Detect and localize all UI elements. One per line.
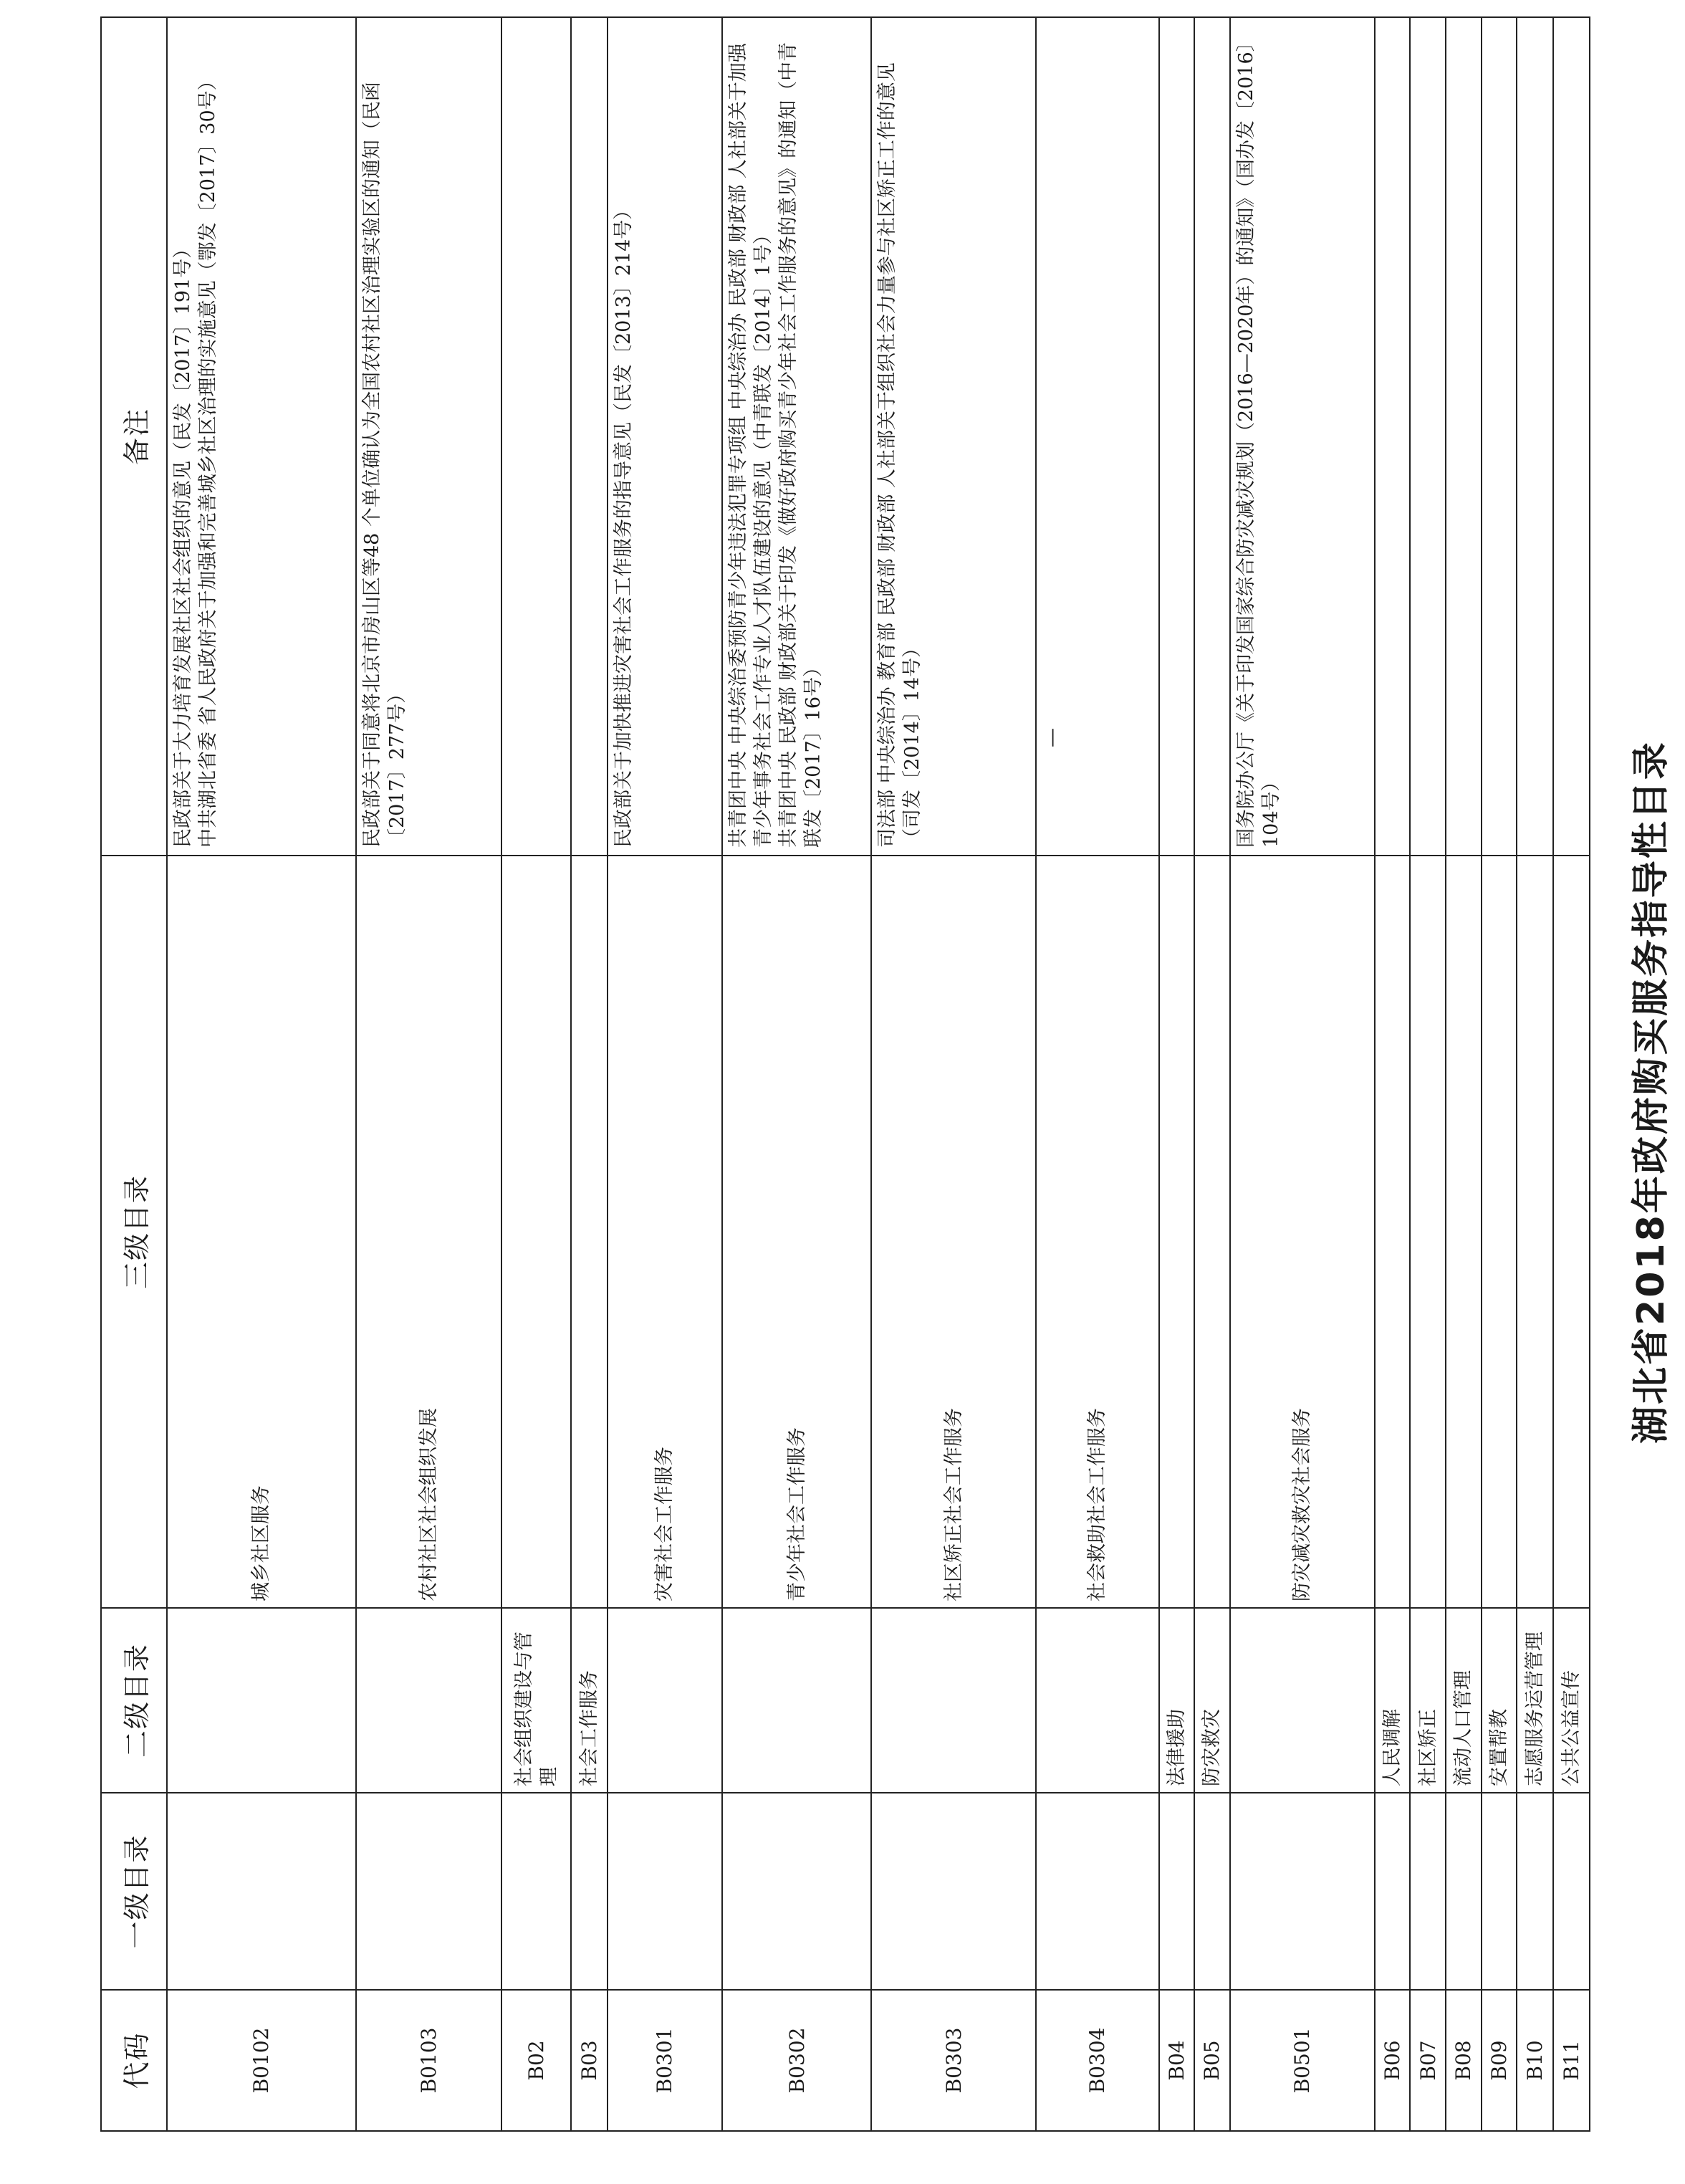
row-level2: [871, 1608, 1036, 1793]
row-code: B06: [1375, 1990, 1411, 2131]
row-level2: 流动人口管理: [1446, 1608, 1482, 1793]
row-note: [1410, 17, 1446, 856]
row-level1: [608, 1793, 723, 1990]
catalog-table: [100, 16, 1590, 2132]
row-code: B0302: [722, 1990, 871, 2131]
row-level3: 城乡社区服务: [167, 856, 356, 1608]
row-code: B0103: [356, 1990, 502, 2131]
table-row: [167, 17, 356, 2131]
row-level3: [1194, 856, 1230, 1608]
row-level3: [1375, 856, 1411, 1608]
row-level2: [167, 1608, 356, 1793]
row-code: B07: [1410, 1990, 1446, 2131]
header-note: 备注: [101, 17, 167, 856]
row-note: [167, 17, 356, 856]
row-level1: [1036, 1793, 1158, 1990]
row-note: [722, 17, 871, 856]
header-level3: 三级目录: [101, 856, 167, 1608]
row-level3: [501, 856, 570, 1608]
row-level3: [571, 856, 608, 1608]
row-level2: [608, 1608, 723, 1793]
row-level2: [1230, 1608, 1375, 1793]
row-level2: 法律援助: [1159, 1608, 1195, 1793]
note-line: 民政部关于加快推进灾害社会工作服务的指导意见（民发〔2013〕214号）: [612, 200, 635, 848]
row-note: [1482, 17, 1517, 856]
row-level2: 公共公益宣传: [1553, 1608, 1590, 1793]
header-code: 代码: [101, 1990, 167, 2131]
table-row: [1159, 17, 1195, 2131]
table-row: [1375, 17, 1411, 2131]
row-level1: [501, 1793, 570, 1990]
row-level3: [1410, 856, 1446, 1608]
row-level3: 社会救助社会工作服务: [1036, 856, 1158, 1608]
row-level1: [1159, 1793, 1195, 1990]
row-level3: 防灾减灾救灾社会服务: [1230, 856, 1375, 1608]
row-level2: [722, 1608, 871, 1793]
row-level1: [1446, 1793, 1482, 1990]
row-code: B03: [571, 1990, 608, 2131]
note-line: 民政部关于同意将北京市房山区等48 个单位确认为全国农村社区治理实验区的通知（民函〔2017〕277号）: [360, 82, 408, 848]
row-level3: [1553, 856, 1590, 1608]
row-level1: [722, 1793, 871, 1990]
row-level2: 社会工作服务: [571, 1608, 608, 1793]
header-level1: 一级目录: [101, 1793, 167, 1990]
row-level2: 社区矫正: [1410, 1608, 1446, 1793]
note-line: 民政部关于大力培育发展社区社会组织的意见（民发〔2017〕191号）: [172, 239, 194, 848]
row-level2: 防灾救灾: [1194, 1608, 1230, 1793]
row-code: B11: [1553, 1990, 1590, 2131]
table-row: [1036, 17, 1158, 2131]
row-note: [871, 17, 1036, 856]
table-row: [571, 17, 608, 2131]
note-line: 中共湖北省委 省人民政府关于加强和完善城乡社区治理的实施意见（鄂发〔2017〕30号）: [197, 71, 219, 848]
row-note: [1446, 17, 1482, 856]
header-level2: 二级目录: [101, 1608, 167, 1793]
row-level2: 安置帮教: [1482, 1608, 1517, 1793]
table-row: [501, 17, 570, 2131]
row-level3: 灾害社会工作服务: [608, 856, 723, 1608]
table-row: [1517, 17, 1553, 2131]
row-level3: [1482, 856, 1517, 1608]
table-row: [871, 17, 1036, 2131]
table-row: [722, 17, 871, 2131]
row-code: B09: [1482, 1990, 1517, 2131]
row-level3: [1446, 856, 1482, 1608]
row-note: [1159, 17, 1195, 856]
note-line: —: [1041, 728, 1064, 747]
note-line: 国务院办公厅《关于印发国家综合防灾减灾规划（2016—2020年）的通知》（国办发〔2016〕104号）: [1234, 32, 1282, 848]
row-level1: [1194, 1793, 1230, 1990]
row-level1: [1230, 1793, 1375, 1990]
row-note: [1194, 17, 1230, 856]
row-code: B0304: [1036, 1990, 1158, 2131]
table-row: [1446, 17, 1482, 2131]
note-line: 司法部 中央综治办 教育部 民政部 财政部 人社部关于组织社会力量参与社区矫正工作的意见（司发〔2014〕14号）: [875, 62, 923, 848]
row-note: [1553, 17, 1590, 856]
row-level3: [1159, 856, 1195, 1608]
row-level2: 志愿服务运营管理: [1517, 1608, 1553, 1793]
row-level1: [571, 1793, 608, 1990]
row-level1: [1375, 1793, 1411, 1990]
row-note: [1036, 17, 1158, 856]
row-note: [608, 17, 723, 856]
row-note: [1230, 17, 1375, 856]
row-code: B0501: [1230, 1990, 1375, 2131]
table-row: [1230, 17, 1375, 2131]
row-code: B04: [1159, 1990, 1195, 2131]
row-level1: [1517, 1793, 1553, 1990]
row-note: [356, 17, 502, 856]
table-row: [1482, 17, 1517, 2131]
row-code: B02: [501, 1990, 570, 2131]
row-level2: 人民调解: [1375, 1608, 1411, 1793]
row-code: B05: [1194, 1990, 1230, 2131]
note-line: 共青团中央 民政部 财政部关于印发《做好政府购买青少年社会工作服务的意见》的通知（中青联发〔2017〕16号）: [777, 42, 825, 848]
row-note: [571, 17, 608, 856]
note-line: 共青团中央 中央综治委预防青少年违法犯罪专项组 中央综治办 民政部 财政部 人社部关于加强青少年事务社会工作专业人才队伍建设的意见（中青联发〔2014〕1号）: [727, 43, 775, 848]
row-level2: 社会组织建设与管理: [501, 1608, 570, 1793]
table-row: [1410, 17, 1446, 2131]
row-level1: [167, 1793, 356, 1990]
row-level3: [1517, 856, 1553, 1608]
row-code: B0301: [608, 1990, 723, 2131]
row-code: B08: [1446, 1990, 1482, 2131]
page-title: 湖北省2018年政府购买服务指导性目录: [1630, 740, 1673, 1444]
table-row: [608, 17, 723, 2131]
table-row: [1553, 17, 1590, 2131]
row-level2: [1036, 1608, 1158, 1793]
row-code: B10: [1517, 1990, 1553, 2131]
row-level3: 青少年社会工作服务: [722, 856, 871, 1608]
row-level2: [356, 1608, 502, 1793]
row-note: [1517, 17, 1553, 856]
row-note: [1375, 17, 1411, 856]
row-level1: [1553, 1793, 1590, 1990]
row-code: B0102: [167, 1990, 356, 2131]
row-level3: 社区矫正社会工作服务: [871, 856, 1036, 1608]
row-level1: [1482, 1793, 1517, 1990]
table-row: [356, 17, 502, 2131]
row-note: [501, 17, 570, 856]
row-code: B0303: [871, 1990, 1036, 2131]
row-level1: [1410, 1793, 1446, 1990]
table-row: [1194, 17, 1230, 2131]
table-header-row: [101, 17, 167, 2131]
row-level1: [356, 1793, 502, 1990]
row-level1: [871, 1793, 1036, 1990]
row-level3: 农村社区社会组织发展: [356, 856, 502, 1608]
